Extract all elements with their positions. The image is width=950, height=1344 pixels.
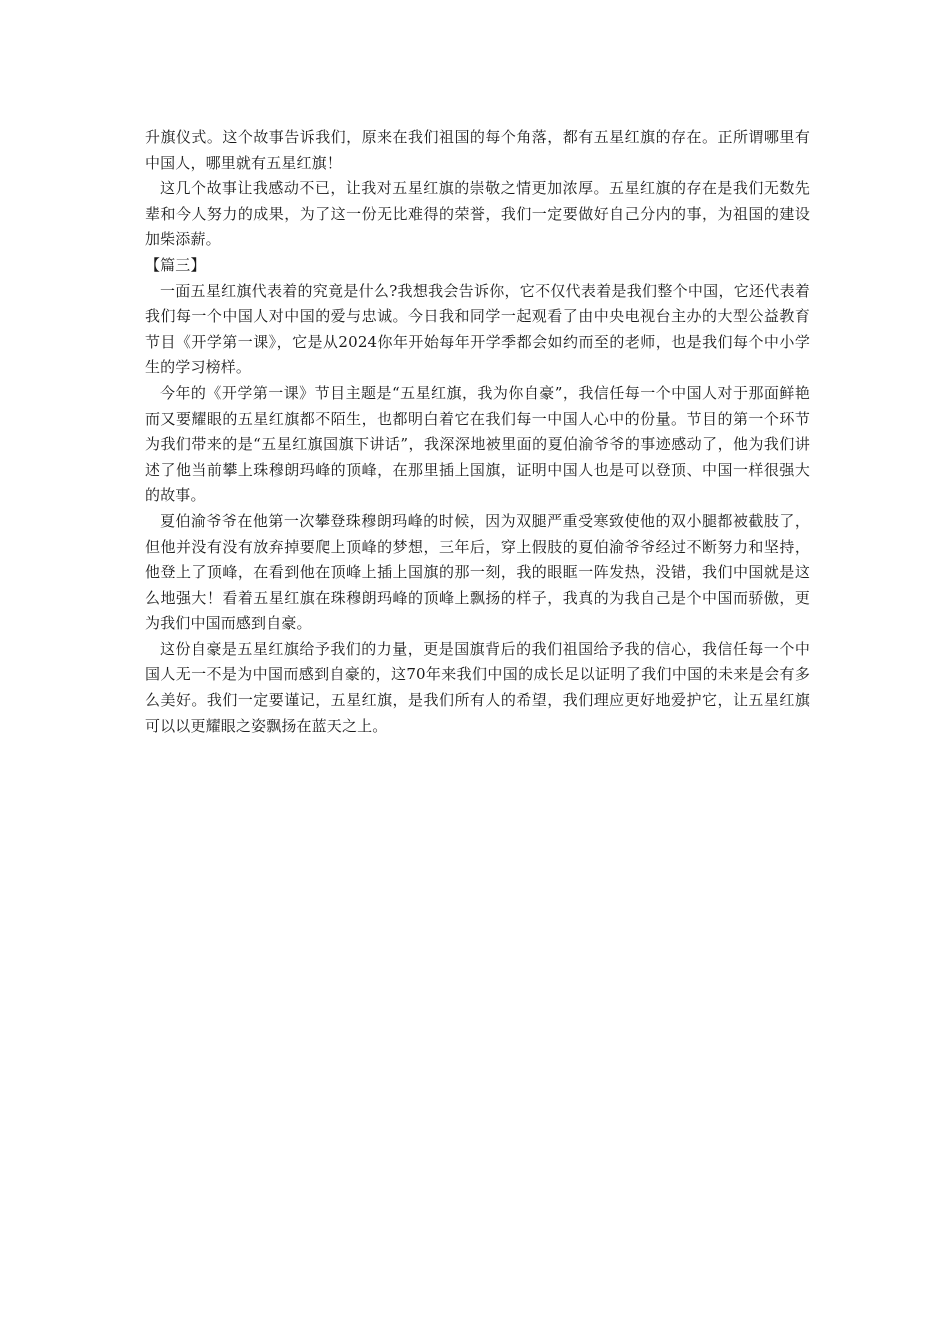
document-body xyxy=(145,125,810,739)
paragraph: 今年的《开学第一课》节目主题是“五星红旗，我为你自豪”，我信任每一个中国人对于那面鲜艳而又要耀眼的五星红旗都不陌生，也都明白着它在我们每一中国人心中的份量。节目的第一个环节为我们带来的是“五星红旗国旗下讲话”，我深深地被里面的夏伯渝爷爷的事迹感动了，他为我们讲述了他当前攀上珠穆朗玛峰的顶峰，在那里插上国旗，证明中国人也是可以登顶、中国一样很强大的故事。 xyxy=(145,383,810,505)
section-heading: 【篇三】 xyxy=(145,255,206,274)
paragraph: 这份自豪是五星红旗给予我们的力量，更是国旗背后的我们祖国给予我的信心，我信任每一个中国人无一不是为中国而感到自豪的，这70年来我们中国的成长足以证明了我们中国的未来是会有多么美好。我们一定要谨记，五星红旗，是我们所有人的希望，我们理应更好地爱护它，让五星红旗可以以更耀眼之姿飘扬在蓝天之上。 xyxy=(145,639,810,735)
paragraph-continuation: 升旗仪式。这个故事告诉我们，原来在我们祖国的每个角落，都有五星红旗的存在。正所谓哪里有中国人，哪里就有五星红旗！ xyxy=(145,128,810,172)
paragraph: 夏伯渝爷爷在他第一次攀登珠穆朗玛峰的时候，因为双腿严重受寒致使他的双小腿都被截肢了，但他并没有没有放弃掉要爬上顶峰的梦想，三年后，穿上假肢的夏伯渝爷爷经过不断努力和坚持，他登上了顶峰，在看到他在顶峰上插上国旗的那一刻，我的眼眶一阵发热，没错，我们中国就是这么地强大！看着五星红旗在珠穆朗玛峰的顶峰上飘扬的样子，我真的为我自己是个中国而骄傲，更为我们中国而感到自豪。 xyxy=(145,511,810,633)
paragraph: 这几个故事让我感动不已，让我对五星红旗的崇敬之情更加浓厚。五星红旗的存在是我们无数先辈和今人努力的成果，为了这一份无比难得的荣誉，我们一定要做好自己分内的事，为祖国的建设加柴添薪。 xyxy=(145,179,810,249)
paragraph: 一面五星红旗代表着的究竟是什么?我想我会告诉你，它不仅代表着是我们整个中国，它还代表着我们每一个中国人对中国的爱与忠诚。今日我和同学一起观看了由中央电视台主办的大型公益教育节目《开学第一课》，它是从2024你年开始每年开学季都会如约而至的老师，也是我们每个中小学生的学习榜样。 xyxy=(145,281,810,377)
